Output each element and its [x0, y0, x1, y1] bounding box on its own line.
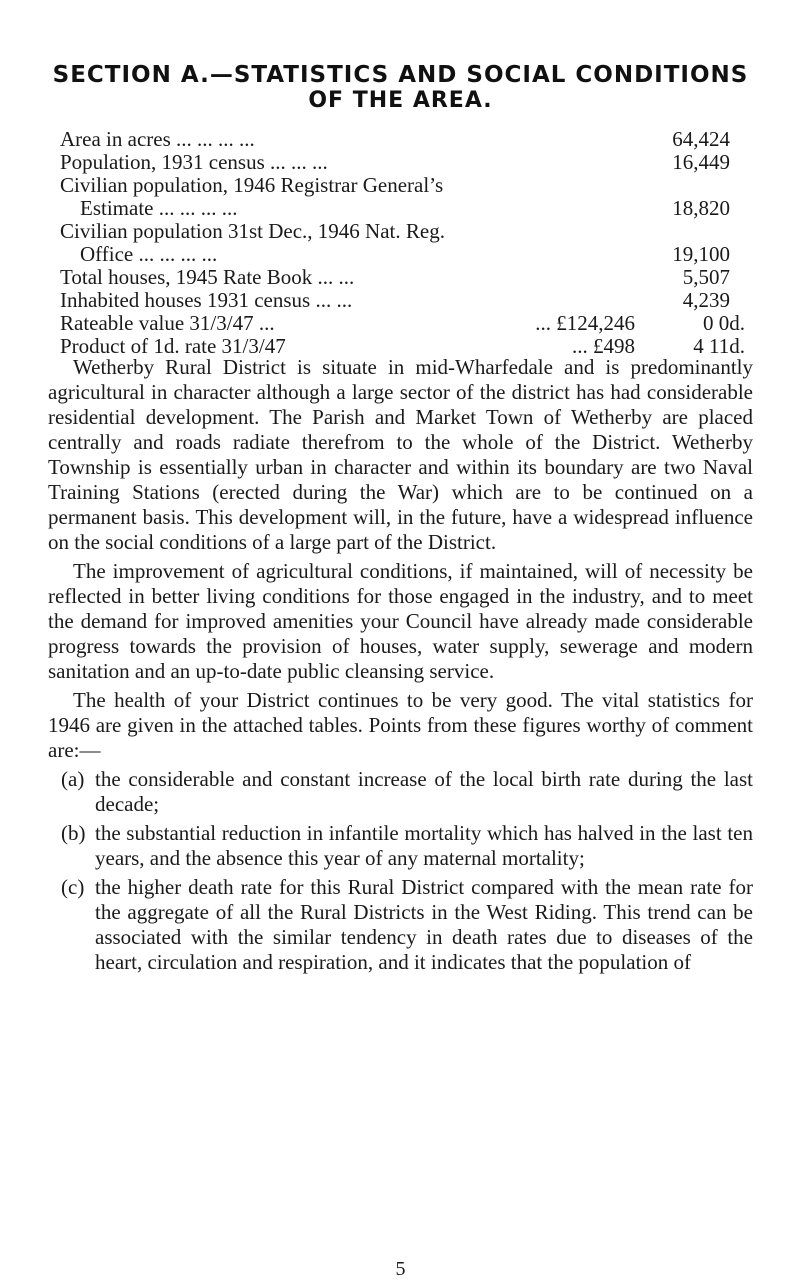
stat-label: Civilian population 31st Dec., 1946 Nat. Reg. — [60, 219, 445, 243]
stat-row-population — [60, 151, 750, 174]
list-item-text: the higher death rate for this Rural District compared with the mean rate for the aggregate of all the Rural Districts in the West Riding. This trend can be associated with the similar tendency in death rates due to diseases of the heart, circulation and respiration, and it indicates that the population of — [95, 875, 753, 974]
list-item — [48, 767, 753, 817]
list-marker: (a) — [61, 767, 85, 791]
list-marker: (c) — [61, 875, 85, 899]
money-shillings-pence: 4 11d. — [693, 334, 745, 358]
stat-row-total-houses — [60, 266, 750, 289]
list-item-text: the considerable and constant increase of the local birth rate during the last decade; — [95, 767, 753, 816]
stat-value: 64,424 — [672, 127, 730, 151]
statistics-table — [60, 128, 750, 358]
stat-value: 5,507 — [682, 265, 730, 289]
money-shillings-pence: 0 0d. — [703, 311, 745, 335]
list-marker: (b) — [61, 821, 86, 845]
stat-label: Product of 1d. rate 31/3/47 — [60, 334, 286, 358]
stat-value: 19,100 — [672, 242, 730, 266]
stat-value: 4,239 — [682, 288, 730, 312]
paragraph-health: The health of your District continues to be very good. The vital statistics for 1946 are given in the attached tables. Points from these figures worthy of comment are:— — [48, 688, 753, 762]
stat-row-civilian-dec — [60, 220, 750, 243]
stat-label: Rateable value 31/3/47 ... — [60, 311, 275, 335]
stat-row-inhabited-houses — [60, 289, 750, 312]
paragraph-agricultural-conditions: The improvement of agricultural conditions, if maintained, will of necessity be reflected in better living conditions for those engaged in the industry, and to meet the demand for improved amenities your Council have already made considerable progress towards the provision of houses, water supply, sewerage and modern sanitation and an up-to-date public cleansing service. — [48, 559, 753, 683]
list-item — [48, 875, 753, 975]
stat-label: Civilian population, 1946 Registrar General’s — [60, 173, 444, 197]
comment-list — [48, 767, 753, 975]
stat-value: 18,820 — [672, 196, 730, 220]
stat-label: Inhabited houses 1931 census ... ... — [60, 288, 353, 312]
stat-row-area — [60, 128, 750, 151]
money-amount: ... £498 — [572, 334, 635, 358]
stat-row-rateable-value — [60, 312, 750, 335]
section-heading: SECTION A.—STATISTICS AND SOCIAL CONDITIONS — [52, 62, 749, 88]
paragraph-district-description: Wetherby Rural District is situate in mid-Wharfedale and is predominantly agricultural in character although a large sector of the district has had considerable residential development. The Parish and Market Town of Wetherby are placed centrally and roads radiate therefrom to the whole of the District. Wetherby Township is essentially urban in character and within its boundary are two Naval Training Stations (erected during the War) which are to be continued on a permanent basis. This development will, in the future, have a widespread influence on the social conditions of a large part of the District. — [48, 355, 753, 554]
stat-label: Population, 1931 census ... ... ... — [60, 150, 328, 174]
page-number: 5 — [395, 1258, 406, 1280]
stat-label: Area in acres ... ... ... ... — [60, 127, 255, 151]
stat-label: Office ... ... ... ... — [80, 242, 218, 266]
stat-row-civilian-1946 — [60, 174, 750, 197]
list-item — [48, 821, 753, 871]
stat-label: Estimate ... ... ... ... — [80, 196, 238, 220]
stat-row-civilian-1946-cont — [60, 197, 750, 220]
stat-value: 16,449 — [672, 150, 730, 174]
section-subheading: OF THE AREA. — [308, 88, 493, 113]
stat-row-civilian-dec-cont — [60, 243, 750, 266]
stat-label: Total houses, 1945 Rate Book ... ... — [60, 265, 355, 289]
money-amount: ... £124,246 — [535, 311, 635, 335]
list-item-text: the substantial reduction in infantile mortality which has halved in the last ten years, and the absence this year of any maternal mortality; — [95, 821, 753, 870]
body-text — [48, 355, 753, 979]
